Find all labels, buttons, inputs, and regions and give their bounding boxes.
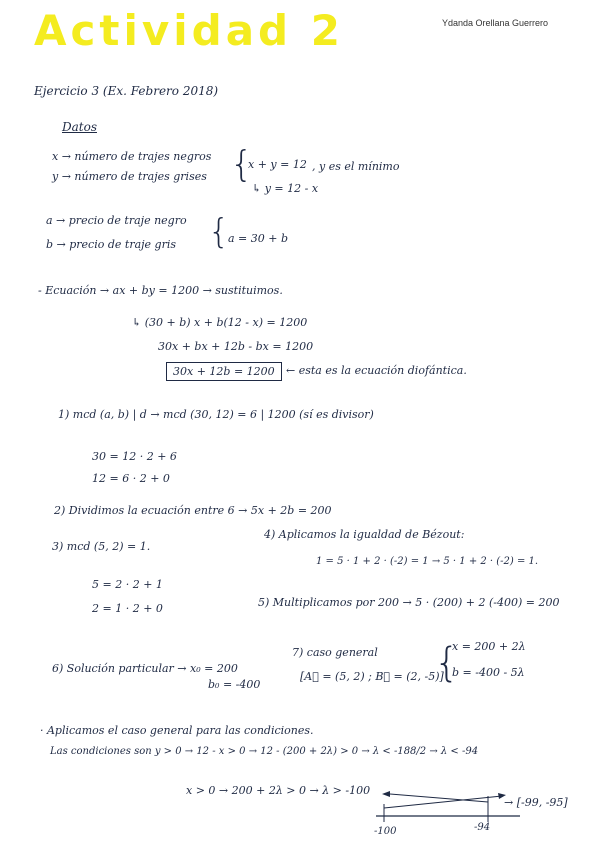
step-1-a: 30 = 12 · 2 + 6 xyxy=(92,450,177,463)
conditions-intro: · Aplicamos el caso general para las condiciones. xyxy=(40,724,314,737)
tick-label-right: -94 xyxy=(474,822,491,833)
equation-boxed: 30x + 12b = 1200 xyxy=(166,362,282,381)
equation-step1: ↳ (30 + b) x + b(12 - x) = 1200 xyxy=(132,316,308,329)
brace-left: { xyxy=(230,144,253,185)
eq-sum: x + y = 12 xyxy=(248,158,307,171)
step-3-a: 5 = 2 · 2 + 1 xyxy=(92,578,163,591)
step-7-b: b = -400 - 5λ xyxy=(452,666,525,679)
datos-heading: Datos xyxy=(62,120,97,134)
tick-label-left: -100 xyxy=(374,826,397,837)
exercise-header: Ejercicio 3 (Ex. Febrero 2018) xyxy=(34,84,219,98)
step-5: 5) Multiplicamos por 200 → 5 · (200) + 2 (-400) = 200 xyxy=(258,596,560,609)
step-1: 1) mcd (a, b) | d → mcd (30, 12) = 6 | 1200 (sí es divisor) xyxy=(58,408,374,421)
step-7-x: x = 200 + 2λ xyxy=(452,640,526,653)
step-4: 4) Aplicamos la igualdad de Bézout: xyxy=(264,528,465,541)
price-a: a → precio de traje negro xyxy=(46,214,187,227)
equation-note: ← esta es la ecuación diofántica. xyxy=(286,364,467,377)
brace-price: { xyxy=(208,212,230,252)
step-6: 6) Solución particular → x₀ = 200 xyxy=(52,662,238,675)
var-y: y → número de trajes grises xyxy=(52,170,207,183)
equation-intro: - Ecuación → ax + by = 1200 → sustituimos. xyxy=(38,284,283,297)
title-highlight: Actividad 2 xyxy=(34,6,344,55)
step-7-vectors: [A⃗ = (5, 2) ; B⃗ = (2, -5)] xyxy=(300,670,444,683)
var-x: x → número de trajes negros xyxy=(52,150,212,163)
eq-y: ↳ y = 12 - x xyxy=(252,182,319,195)
brace-general: { xyxy=(434,640,460,686)
arrowhead-left xyxy=(382,791,390,797)
author-name: Ydanda Orellana Guerrero xyxy=(441,18,548,28)
equation-step2: 30x + bx + 12b - bx = 1200 xyxy=(158,340,314,353)
step-3-b: 2 = 1 · 2 + 0 xyxy=(92,602,163,615)
step-2: 2) Dividimos la ecuación entre 6 → 5x + 2b = 200 xyxy=(54,504,332,517)
step-7: 7) caso general xyxy=(292,646,378,659)
conditions-line2: x > 0 → 200 + 2λ > 0 → λ > -100 xyxy=(186,784,371,797)
conditions-line1: Las condiciones son y > 0 → 12 - x > 0 → 12 - (200 + 2λ) > 0 → λ < -188/2 → λ < -94 xyxy=(50,746,479,757)
step-4-a: 1 = 5 · 1 + 2 · (-2) = 1 → 5 · 1 + 2 · (-2) = 1. xyxy=(316,556,539,567)
arrow-range-left xyxy=(390,794,488,802)
step-1-b: 12 = 6 · 2 + 0 xyxy=(92,472,170,485)
result-interval: → [-99, -95] xyxy=(504,796,568,809)
price-eq: a = 30 + b xyxy=(228,232,289,245)
step-3: 3) mcd (5, 2) = 1. xyxy=(52,540,151,553)
eq-sum-note: , y es el mínimo xyxy=(312,160,400,173)
price-b: b → precio de traje gris xyxy=(46,238,177,251)
step-6-b: b₀ = -400 xyxy=(208,678,261,691)
